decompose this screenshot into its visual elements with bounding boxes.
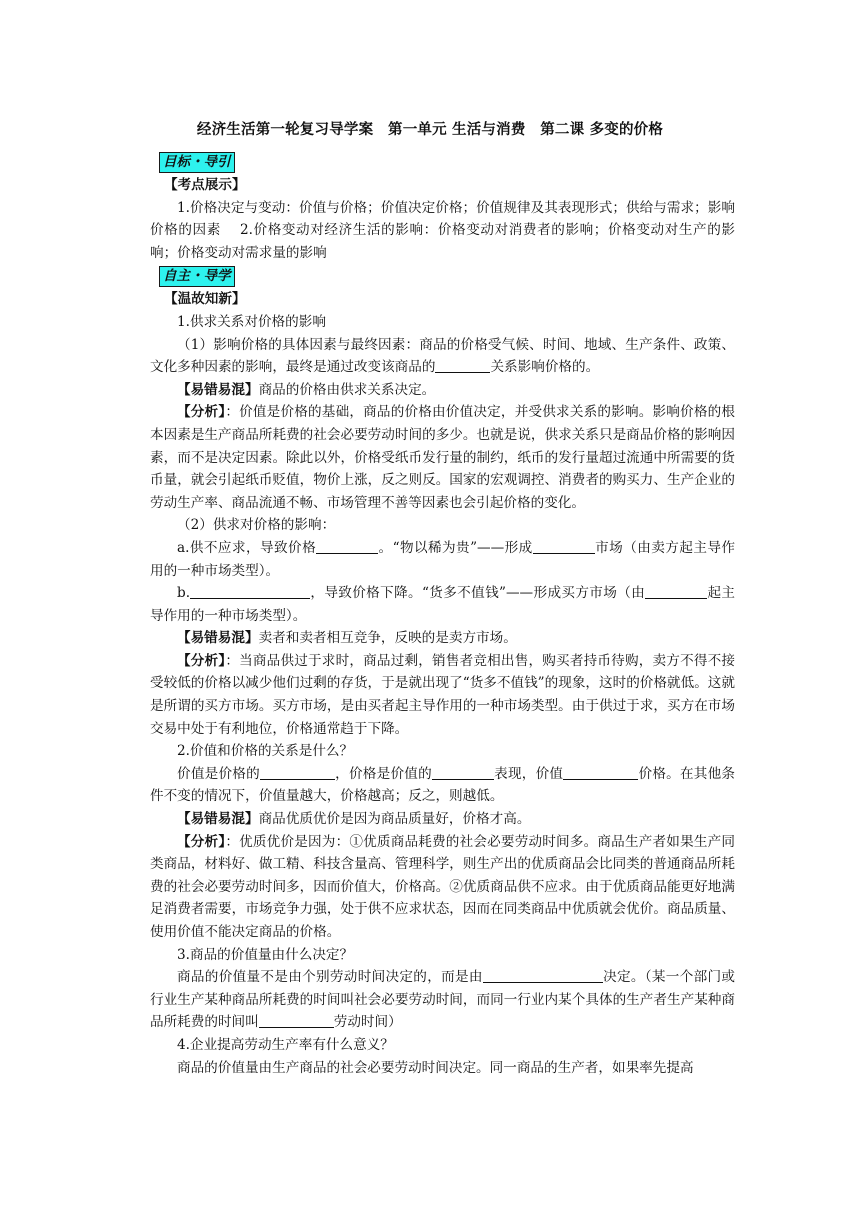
banner-self-study: 自主・导学	[159, 266, 235, 287]
answer-blank[interactable]	[563, 765, 638, 780]
item-b: b. ，导致价格下降。“货多不值钱”——形成买方市场（由 起主导作用的一种市场类型）。	[150, 585, 736, 624]
section-heading-kaodian: 【考点展示】	[164, 177, 246, 193]
answer-blank[interactable]	[190, 584, 310, 599]
yicuo-3: 【易错易混】商品优质优价是因为商品质量好，价格才高。	[177, 811, 531, 828]
question-1-1: （1）影响价格的具体因素与最终因素：商品的价格受气候、时间、地域、生产条件、政策、文化多种因素的影响，最终是通过改变该商品的 关系影响价格的。	[150, 336, 735, 376]
answer-blank[interactable]	[533, 539, 595, 554]
question-3-heading: 3.商品的价值量由什么决定？	[177, 946, 354, 963]
question-4-answer: 商品的价值量由生产商品的社会必要劳动时间决定。同一商品的生产者，如果率先提高	[177, 1059, 694, 1076]
answer-blank[interactable]	[645, 584, 707, 599]
fenxi-1: 【分析】：价值是价格的基础，商品的价格由价值决定，并受供求关系的影响。影响价格的根本因素是生产商品所耗费的社会必要劳动时间的多少。也就是说，供求关系只是商品价格的影响因素，而不是决定因素。除此以外，价格受纸币发行量的制约，纸币的发行量超过流通中所需要的货币量，就会引起纸币贬值，物价上涨，反之则反。国家的宏观调控、消费者的购买力、生产企业的劳动生产率、商品流通不畅、市场管理不善等因素也会引起价格的变化。	[150, 404, 736, 511]
question-2-heading: 2.价值和价格的关系是什么？	[177, 743, 354, 760]
banner-objectives: 目标・导引	[159, 152, 235, 173]
answer-blank[interactable]	[259, 1013, 334, 1028]
answer-blank[interactable]	[260, 765, 335, 780]
kaodian-paragraph: 1.价格决定与变动：价值与价格；价值决定价格；价值规律及其表现形式；供给与需求；影响价格的因素 2.价格变动对经济生活的影响：价格变动对消费者的影响；价格变动对生产的影响；价格变动对需求量的影响	[150, 199, 735, 261]
answer-blank[interactable]	[316, 539, 378, 554]
section-heading-wengu: 【温故知新】	[164, 291, 246, 308]
question-4-heading: 4.企业提高劳动生产率有什么意义？	[177, 1036, 394, 1053]
document-title: 经济生活第一轮复习导学案 第一单元 生活与消费 第二课 多变的价格	[196, 122, 664, 138]
question-3-answer: 商品的价值量不是由个别劳动时间决定的，而是由 决定。（某一个部门或行业生产某种商品所耗费的时间叫社会必要劳动时间，而同一行业内某个具体的生产者生产某种商品所耗费的时间叫 劳动时间）	[150, 969, 735, 1031]
answer-blank[interactable]	[432, 765, 494, 780]
yicuo-2: 【易错易混】卖者和卖者相互竞争，反映的是卖方市场。	[177, 630, 517, 647]
fenxi-3: 【分析】：优质优价是因为：①优质商品耗费的社会必要劳动时间多。商品生产者如果生产同类商品，材料好、做工精、科技含量高、管理科学，则生产出的优质商品会比同类的普通商品所耗费的社会必要劳动时间多，因而价值大，价格高。②优质商品供不应求。由于优质商品能更好地满足消费者需要，市场竞争力强，处于供不应求状态，因而在同类商品中优质就会优价。商品质量、使用价值不能决定商品的价格。	[150, 833, 736, 940]
question-1-2: （2）供求对价格的影响：	[177, 517, 336, 534]
document-body	[150, 150, 735, 1079]
answer-blank[interactable]	[435, 358, 490, 373]
question-1-heading: 1.供求关系对价格的影响	[177, 313, 326, 330]
yicuo-1: 【易错易混】商品的价格由供求关系决定。	[177, 381, 436, 398]
answer-blank[interactable]	[483, 968, 603, 983]
item-a: a.供不应求，导致价格 。“物以稀为贵”——形成 市场（由卖方起主导作用的一种市场类型）。	[150, 539, 735, 579]
fenxi-2: 【分析】：当商品供过于求时，商品过剩，销售者竞相出售，购买者持币待购，卖方不得不接受较低的价格以减少他们过剩的存货，于是就出现了“货多不值钱”的现象，这时的价格就低。这就是所谓的买方市场。买方市场，是由买者起主导作用的一种市场类型。由于供过于求，买方在市场交易中处于有利地位，价格通常趋于下降。	[150, 652, 736, 737]
question-2-answer: 价值是价格的 ，价格是价值的 表现，价值 价格。在其他条件不变的情况下，价值量越大，价格越高；反之，则越低。	[150, 765, 736, 805]
